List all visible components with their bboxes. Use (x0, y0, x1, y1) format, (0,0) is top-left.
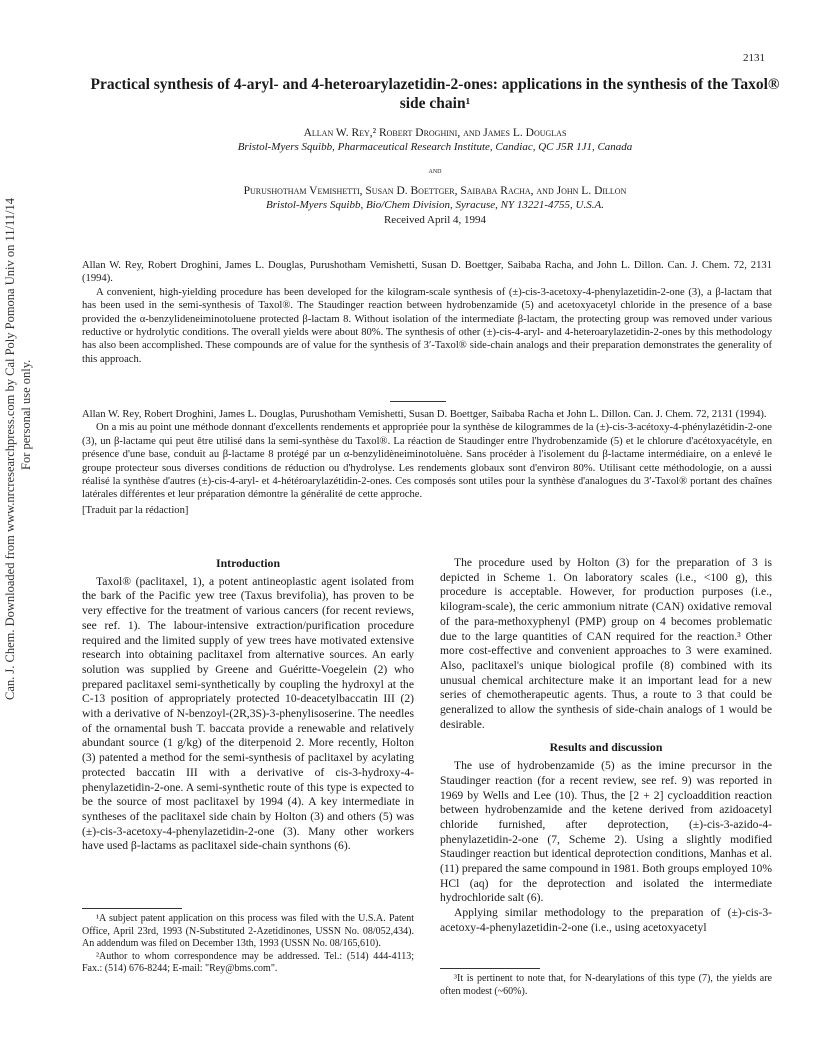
download-notice: Can. J. Chem. Downloaded from www.nrcresearchpress.com by Cal Poly Pomona Univ on 11/11/14 (3, 197, 17, 700)
footnote-1: ¹A subject patent application on this process was filed with the U.S.A. Patent Office, April 23rd, 1993 (N-Substituted 2-Azetidinones, USSN No. 08/052,434). An addendum was filed on December 13th, 1993 (USSN No. 08/165,610). (82, 913, 414, 949)
author-conjunction: and (428, 165, 442, 175)
author-group-1: Allan W. Rey,² Robert Droghini, and James L. Douglas (303, 127, 567, 139)
abstract-body-en: A convenient, high-yielding procedure has been developed for the kilogram-scale synthesis of (±)-cis-3-acetoxy-4-phenylazetidin-2-one (3), a β-lactam that has been used in the semi-synthesis of Taxol®. The Staudinger reaction between hydrobenzamide (5) and acetoxyacetyl chloride in the presence of a base provided the α-benzylideneiminotoluene protected β-lactam 8. Without isolation of the intermediate β-lactam, the protecting group was removed under various reductive or hydrolytic conditions. The overall yields were about 80%. The synthesis of other (±)-cis-4-aryl- and 4-heteroarylazetidin-2-ones by this methodology has also been accomplished. These compounds are of value for the synthesis of 3′-Taxol® side-chain analogs and their preparation demonstrates the generality of this approach. (82, 286, 772, 365)
download-watermark-sidebar (0, 0, 46, 1053)
personal-use-notice: For personal use only. (19, 359, 33, 470)
section-heading-introduction: Introduction (215, 556, 281, 570)
abstract-english (82, 259, 772, 366)
received-date: Received April 4, 1994 (383, 214, 487, 226)
footnote-2: ²Author to whom correspondence may be addressed. Tel.: (514) 444-4113; Fax.: (514) 676-8244; E-mail: "Rey@bms.com". (82, 950, 414, 974)
footnote-3: ³It is pertinent to note that, for N-dearylations of this type (7), the yields are often modest (~60%). (440, 973, 772, 997)
abstract-citation-en: Allan W. Rey, Robert Droghini, James L. Douglas, Purushotham Vemishetti, Susan D. Boettger, Saibaba Racha, and John L. Dillon. Can. J. Chem. 72, 2131 (1994). (82, 260, 772, 285)
right-column (440, 556, 772, 936)
affiliation-1: Bristol-Myers Squibb, Pharmaceutical Research Institute, Candiac, QC J5R 1J1, Canada (237, 141, 633, 153)
affiliation-2: Bristol-Myers Squibb, Bio/Chem Division, Syracuse, NY 13221-4755, U.S.A. (266, 199, 604, 211)
download-watermark (2, 198, 34, 700)
article-header (90, 75, 780, 226)
footnotes-right (440, 968, 772, 998)
footnotes-left (82, 908, 414, 976)
abstract-divider (390, 401, 446, 402)
abstract-citation-fr: Allan W. Rey, Robert Droghini, James L. Douglas, Purushotham Vemishetti, Susan D. Boettger, Saibaba Racha et John L. Dillon. Can. J. Chem. 72, 2131 (1994). (82, 409, 767, 420)
results-paragraph-1: The use of hydrobenzamide (5) as the imine precursor in the Staudinger reaction (for a recent review, see ref. 9) was reported in 1969 by Wells and Lee (10). Thus, the [2 + 2] cycloaddition reaction between hydrobenzamide and the ketene derived from azidoacetyl chloride furnished, after deprotection, (±)-cis-3-azido-4-phenylazetidin-2-one (7, Scheme 2). Using a slightly modified Staudinger reaction but identical deprotection conditions, Manhas et al. (11) prepared the same compound in 1981. Both groups employed 10% HCl (aq) for the deprotection and isolated the intermediate hydrochloride salt (6). (440, 759, 772, 905)
footnote-rule (82, 908, 182, 909)
procedure-paragraph: The procedure used by Holton (3) for the preparation of 3 is depicted in Scheme 1. On laboratory scales (i.e., <100 g), this procedure is acceptable. However, for production purposes (i.e., kilogram-scale), the ceric ammonium nitrate (CAN) oxidative removal of the para-methoxyphenyl (PMP) group on 4 becomes problematic due to the large quantities of CAN required for the reaction.³ Other more cost-effective and convenient approaches to 3 were examined. Also, paclitaxel's unique biological profile (8) combined with its unusual chemical architecture make it an important lead for a new series of chemotherapeutic agents. Thus, a route to 3 that could be generalized to allow the synthesis of side-chain analogs of 1 would be desirable. (440, 556, 772, 731)
results-paragraph-2: Applying similar methodology to the preparation of (±)-cis-3-acetoxy-4-phenylazetidin-2-one (i.e., using acetoxyacetyl (440, 906, 772, 934)
left-column (82, 556, 414, 854)
author-group-2: Purushotham Vemishetti, Susan D. Boettger, Saibaba Racha, and John L. Dillon (243, 185, 627, 197)
abstract-body-fr: On a mis au point une méthode donnant d'excellents rendements et appropriée pour la synthèse de kilogrammes de la (±)-cis-3-acétoxy-4-phénylazétidin-2-one (3), un β-lactame qui peut être utilisé dans la semi-synthèse du Taxol®. La réaction de Staudinger entre l'hydrobenzamide (5) et le chlorure d'acétoxyacétyle, en présence d'une base, conduit au β-lactame 8 protégé par un α-benzylidèneiminotoluène. Sans procéder à l'isolement du β-lactame intermédiaire, on a enlevé le groupe protecteur sous diverses conditions de réduction ou d'hydrolyse. Les rendements globaux sont d'environ 80%. Utilisant cette méthodologie, on a aussi réalisé la synthèse d'autres (±)-cis-4-aryl- et 4-hétéroarylazétidin-2-ones. Ces composés sont utiles pour la synthèse d'analogues du 3′-Taxol® portant des chaînes latérales différentes et leur préparation démontre la généralité de cette approche. (82, 422, 772, 501)
article-title: Practical synthesis of 4-aryl- and 4-heteroarylazetidin-2-ones: applications in the synthesis of the Taxol® side chain¹ (90, 76, 780, 112)
footnote-rule-right (440, 968, 540, 969)
section-heading-results: Results and discussion (549, 740, 663, 755)
page-number: 2131 (743, 52, 765, 64)
abstract-french (82, 408, 772, 517)
translator-note: [Traduit par la rédaction] (82, 504, 189, 516)
introduction-paragraph: Taxol® (paclitaxel, 1), a potent antineoplastic agent isolated from the bark of the Pacific yew tree (Taxus brevifolia), has proven to be very effective for the treatment of various cancers (for recent reviews, see ref. 1). The labour-intensive extraction/purification procedure required and the limited supply of yew trees have motivated extensive research into obtaining paclitaxel from alternative sources. An early solution was supplied by Greene and Guéritte-Voegelein (2) who prepared paclitaxel semi-synthetically by coupling the hydroxyl at the C-13 position of appropriately protected 10-deacetylbaccatin III (2) with a derivative of N-benzoyl-(2R,3S)-3-phenylisoserine. The needles of the ornamental bush T. baccata provide a renewable and relatively abundant source (1 g/kg) of the diterpenoid 2. More recently, Holton (3) patented a method for the semi-synthesis of paclitaxel by acylating protected baccatin III with a derivative of cis-3-hydroxy-4-phenylazetidin-2-one. A semi-synthetic route of this type is expected to be the source of most paclitaxel by 1994 (4). A key intermediate in syntheses of the paclitaxel side chain by Holton (3) and others (5) was (±)-cis-3-acetoxy-4-phenylazetidin-2-one (3). Many other workers have used β-lactams as paclitaxel side-chain synthons (6). (82, 574, 414, 853)
